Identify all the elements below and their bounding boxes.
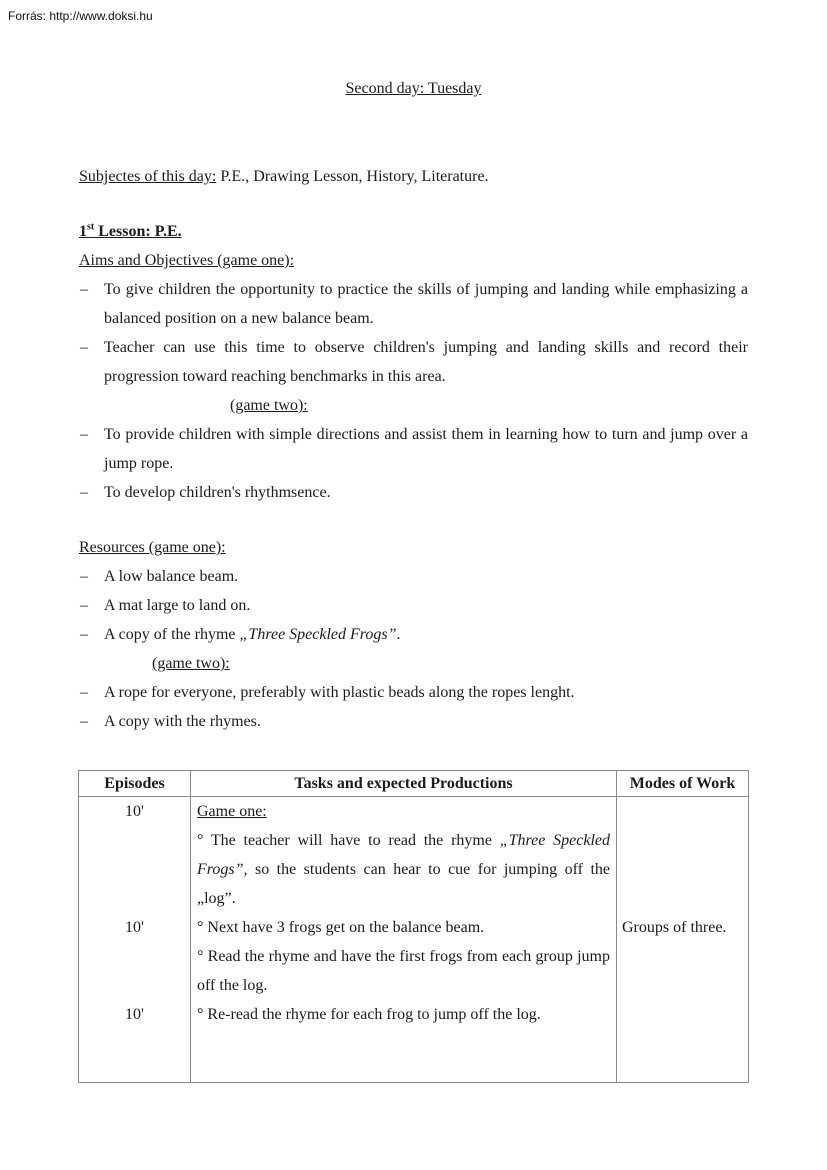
aims-game-two-list <box>79 420 748 507</box>
table-header-tasks: Tasks and expected Productions <box>191 771 617 797</box>
task-item: ° Re-read the rhyme for each frog to jump off the log. <box>197 1006 541 1023</box>
subjects-line <box>79 162 748 191</box>
rhyme-title: „Three Speckled Frogs”, <box>197 832 611 878</box>
list-item: – A copy of the rhyme „Three Speckled Frogs”. <box>79 620 748 649</box>
tasks-cell <box>191 797 617 1083</box>
task-item: ° The teacher will have to read the rhyme „Three Speckled Frogs”, so the students can hear to cue for jumping off the „log”. <box>197 832 611 907</box>
table-header-episodes: Episodes <box>79 771 191 797</box>
task-item: ° Next have 3 frogs get on the balance beam. <box>197 919 485 936</box>
document-content <box>79 0 748 1083</box>
aims-heading: Aims and Objectives (game one): <box>79 252 295 269</box>
lesson-heading <box>79 217 748 246</box>
source-note: Forrás: http://www.doksi.hu <box>8 9 153 23</box>
game-one-label: Game one: <box>197 803 267 820</box>
subjects-label: Subjectes of this day: <box>79 168 217 185</box>
task-item: ° Read the rhyme and have the first frogs from each group jump off the log. <box>197 948 610 994</box>
resources-game-one-list <box>79 562 748 649</box>
aims-game-one-list <box>79 275 748 391</box>
resources-heading: Resources (game one): <box>79 539 226 556</box>
page-title <box>79 76 748 102</box>
rhyme-title: „Three Speckled Frogs” <box>239 626 397 643</box>
table-header-row <box>79 771 749 797</box>
episode-duration: 10' <box>125 803 144 820</box>
subjects-list: P.E., Drawing Lesson, History, Literature. <box>216 168 489 185</box>
list-item: – To provide children with simple directions and assist them in learning how to turn and jump over a jump rope. <box>79 420 748 478</box>
list-item: – A mat large to land on. <box>79 591 748 620</box>
episodes-cell <box>79 797 191 1083</box>
list-item: – Teacher can use this time to observe children's jumping and landing skills and record their progression toward reaching benchmarks in this area. <box>79 333 748 391</box>
list-item: – To give children the opportunity to practice the skills of jumping and landing while emphasizing a balanced position on a new balance beam. <box>79 275 748 333</box>
table-header-modes: Modes of Work <box>617 771 749 797</box>
list-item: – A rope for everyone, preferably with plastic beads along the ropes lenght. <box>79 678 748 707</box>
resources-game-two-list <box>79 678 748 736</box>
ordinal-superscript: st <box>87 221 95 233</box>
modes-cell <box>617 797 749 1083</box>
aims-game-two-label: (game two): <box>230 397 308 414</box>
resources-game-two-label: (game two): <box>152 655 230 672</box>
schedule-table <box>78 770 749 1083</box>
table-body-row <box>79 797 749 1083</box>
lesson-heading-text: 1st Lesson: P.E. <box>79 221 182 240</box>
episode-duration: 10' <box>125 1006 144 1023</box>
list-item: – To develop children's rhythmsence. <box>79 478 748 507</box>
episode-duration: 10' <box>125 919 144 936</box>
page-title-text: Second day: Tuesday <box>345 80 482 97</box>
list-item: – A low balance beam. <box>79 562 748 591</box>
list-item: – A copy with the rhymes. <box>79 707 748 736</box>
modes-of-work-value: Groups of three. <box>622 919 727 936</box>
